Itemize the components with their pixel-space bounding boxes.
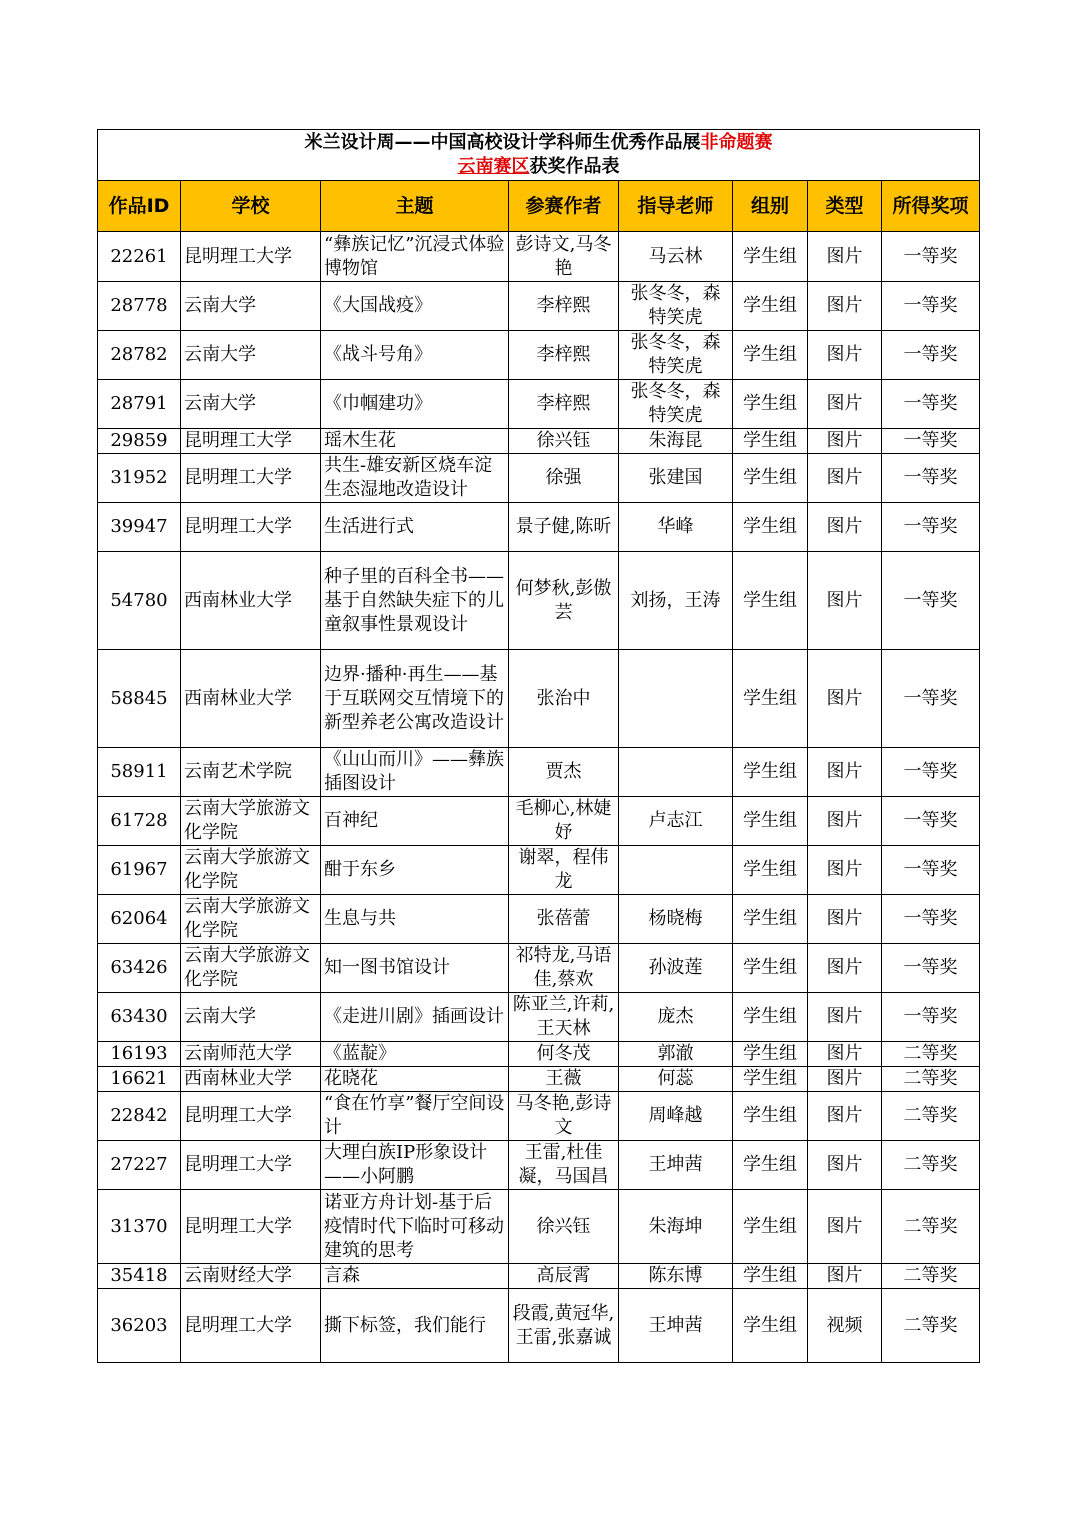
cell-award: 一等奖 [882, 846, 980, 895]
cell-id: 62064 [98, 895, 181, 944]
cell-author: 徐强 [509, 454, 619, 503]
table-title [98, 130, 980, 181]
cell-school: 云南大学旅游文化学院 [181, 895, 321, 944]
cell-group: 学生组 [733, 454, 808, 503]
cell-type: 图片 [808, 232, 882, 282]
cell-author: 李梓熙 [509, 331, 619, 380]
cell-award: 一等奖 [882, 380, 980, 429]
cell-school: 昆明理工大学 [181, 429, 321, 454]
cell-id: 22261 [98, 232, 181, 282]
header-group: 组别 [733, 181, 808, 232]
cell-author: 何冬茂 [509, 1042, 619, 1067]
cell-author: 徐兴钰 [509, 1190, 619, 1264]
cell-theme: 知一图书馆设计 [321, 944, 509, 993]
cell-author: 徐兴钰 [509, 429, 619, 454]
cell-teacher: 杨晓梅 [619, 895, 733, 944]
cell-author: 毛柳心,林婕妤 [509, 797, 619, 846]
cell-award: 一等奖 [882, 993, 980, 1042]
cell-school: 云南大学旅游文化学院 [181, 797, 321, 846]
cell-school: 西南林业大学 [181, 552, 321, 650]
cell-author: 何梦秋,彭傲芸 [509, 552, 619, 650]
table-row [98, 1042, 980, 1067]
cell-theme: 酣于东乡 [321, 846, 509, 895]
cell-type: 图片 [808, 993, 882, 1042]
cell-school: 昆明理工大学 [181, 454, 321, 503]
table-row [98, 282, 980, 331]
cell-theme: 《蓝靛》 [321, 1042, 509, 1067]
cell-teacher: 张冬冬，森特笑虎 [619, 380, 733, 429]
cell-teacher: 马云林 [619, 232, 733, 282]
cell-teacher: 朱海坤 [619, 1190, 733, 1264]
cell-theme: “食在竹享”餐厅空间设计 [321, 1092, 509, 1141]
cell-teacher [619, 650, 733, 748]
cell-type: 图片 [808, 429, 882, 454]
cell-type: 图片 [808, 748, 882, 797]
header-row [98, 181, 980, 232]
cell-theme: 《战斗号角》 [321, 331, 509, 380]
cell-teacher: 王坤茜 [619, 1289, 733, 1363]
cell-author: 李梓熙 [509, 380, 619, 429]
table-row [98, 748, 980, 797]
cell-teacher: 张冬冬，森特笑虎 [619, 331, 733, 380]
cell-theme: 生息与共 [321, 895, 509, 944]
cell-author: 王薇 [509, 1067, 619, 1092]
cell-type: 图片 [808, 503, 882, 552]
cell-award: 一等奖 [882, 282, 980, 331]
cell-teacher: 刘扬，王涛 [619, 552, 733, 650]
cell-theme: “彝族记忆”沉浸式体验博物馆 [321, 232, 509, 282]
header-school: 学校 [181, 181, 321, 232]
cell-award: 二等奖 [882, 1289, 980, 1363]
cell-theme: 《大国战疫》 [321, 282, 509, 331]
title-line2-suffix: 获奖作品表 [529, 156, 620, 177]
cell-group: 学生组 [733, 503, 808, 552]
cell-award: 二等奖 [882, 1067, 980, 1092]
cell-group: 学生组 [733, 650, 808, 748]
cell-theme: 瑶木生花 [321, 429, 509, 454]
table-row [98, 331, 980, 380]
cell-type: 图片 [808, 650, 882, 748]
cell-group: 学生组 [733, 1289, 808, 1363]
cell-id: 16621 [98, 1067, 181, 1092]
cell-theme: 诺亚方舟计划-基于后疫情时代下临时可移动建筑的思考 [321, 1190, 509, 1264]
cell-school: 西南林业大学 [181, 1067, 321, 1092]
cell-id: 31952 [98, 454, 181, 503]
cell-author: 高辰霄 [509, 1264, 619, 1289]
cell-theme: 生活进行式 [321, 503, 509, 552]
cell-id: 28791 [98, 380, 181, 429]
cell-type: 图片 [808, 1264, 882, 1289]
cell-theme: 《山山而川》——彝族插图设计 [321, 748, 509, 797]
title-line1-prefix: 米兰设计周——中国高校设计学科师生优秀作品展 [304, 132, 701, 153]
cell-id: 16193 [98, 1042, 181, 1067]
cell-theme: 《巾帼建功》 [321, 380, 509, 429]
cell-group: 学生组 [733, 1092, 808, 1141]
cell-award: 二等奖 [882, 1141, 980, 1190]
table-row [98, 944, 980, 993]
cell-teacher: 郭澈 [619, 1042, 733, 1067]
cell-id: 35418 [98, 1264, 181, 1289]
cell-theme: 百神纪 [321, 797, 509, 846]
cell-id: 36203 [98, 1289, 181, 1363]
cell-author: 贾杰 [509, 748, 619, 797]
cell-award: 一等奖 [882, 797, 980, 846]
cell-award: 二等奖 [882, 1092, 980, 1141]
cell-id: 61967 [98, 846, 181, 895]
cell-author: 王雷,杜佳凝，马国昌 [509, 1141, 619, 1190]
cell-teacher: 孙波莲 [619, 944, 733, 993]
header-theme: 主题 [321, 181, 509, 232]
cell-school: 云南大学 [181, 993, 321, 1042]
table-row [98, 650, 980, 748]
cell-theme: 种子里的百科全书——基于自然缺失症下的儿童叙事性景观设计 [321, 552, 509, 650]
cell-id: 63426 [98, 944, 181, 993]
cell-school: 昆明理工大学 [181, 232, 321, 282]
cell-type: 图片 [808, 797, 882, 846]
cell-award: 二等奖 [882, 1190, 980, 1264]
cell-school: 云南大学 [181, 282, 321, 331]
cell-teacher: 朱海昆 [619, 429, 733, 454]
cell-author: 张蓓蕾 [509, 895, 619, 944]
cell-type: 图片 [808, 1190, 882, 1264]
cell-author: 彭诗文,马冬艳 [509, 232, 619, 282]
cell-id: 31370 [98, 1190, 181, 1264]
cell-author: 张治中 [509, 650, 619, 748]
cell-award: 一等奖 [882, 331, 980, 380]
cell-theme: 《走进川剧》插画设计 [321, 993, 509, 1042]
cell-school: 西南林业大学 [181, 650, 321, 748]
table-row [98, 454, 980, 503]
cell-group: 学生组 [733, 993, 808, 1042]
cell-teacher: 陈东博 [619, 1264, 733, 1289]
cell-group: 学生组 [733, 552, 808, 650]
cell-id: 27227 [98, 1141, 181, 1190]
table-row [98, 1190, 980, 1264]
cell-group: 学生组 [733, 797, 808, 846]
cell-school: 云南大学旅游文化学院 [181, 944, 321, 993]
cell-teacher: 张冬冬，森特笑虎 [619, 282, 733, 331]
header-type: 类型 [808, 181, 882, 232]
cell-group: 学生组 [733, 1190, 808, 1264]
header-id: 作品ID [98, 181, 181, 232]
cell-school: 昆明理工大学 [181, 1141, 321, 1190]
cell-id: 28782 [98, 331, 181, 380]
cell-group: 学生组 [733, 1264, 808, 1289]
cell-school: 云南艺术学院 [181, 748, 321, 797]
cell-type: 图片 [808, 846, 882, 895]
cell-author: 李梓熙 [509, 282, 619, 331]
cell-school: 云南大学 [181, 380, 321, 429]
cell-author: 祁特龙,马语佳,蔡欢 [509, 944, 619, 993]
cell-teacher: 王坤茜 [619, 1141, 733, 1190]
header-award: 所得奖项 [882, 181, 980, 232]
cell-teacher [619, 748, 733, 797]
cell-school: 云南师范大学 [181, 1042, 321, 1067]
header-author: 参赛作者 [509, 181, 619, 232]
table-row [98, 429, 980, 454]
cell-school: 昆明理工大学 [181, 503, 321, 552]
cell-school: 云南财经大学 [181, 1264, 321, 1289]
cell-teacher: 卢志江 [619, 797, 733, 846]
cell-group: 学生组 [733, 895, 808, 944]
cell-type: 图片 [808, 454, 882, 503]
award-table [97, 129, 980, 1363]
table-row [98, 797, 980, 846]
table-row [98, 846, 980, 895]
cell-school: 云南大学 [181, 331, 321, 380]
cell-award: 一等奖 [882, 429, 980, 454]
cell-author: 陈亚兰,许莉,王天林 [509, 993, 619, 1042]
cell-id: 22842 [98, 1092, 181, 1141]
table-row [98, 552, 980, 650]
cell-school: 昆明理工大学 [181, 1092, 321, 1141]
cell-award: 一等奖 [882, 503, 980, 552]
table-row [98, 1067, 980, 1092]
cell-theme: 大理白族IP形象设计——小阿鹏 [321, 1141, 509, 1190]
table-row [98, 503, 980, 552]
cell-teacher [619, 846, 733, 895]
table-row [98, 232, 980, 282]
title-line1-red: 非命题赛 [700, 132, 773, 153]
cell-teacher: 周峰越 [619, 1092, 733, 1141]
cell-award: 一等奖 [882, 552, 980, 650]
cell-id: 63430 [98, 993, 181, 1042]
cell-teacher: 何蕊 [619, 1067, 733, 1092]
cell-award: 二等奖 [882, 1042, 980, 1067]
cell-group: 学生组 [733, 944, 808, 993]
table-row [98, 1264, 980, 1289]
cell-teacher: 庞杰 [619, 993, 733, 1042]
cell-id: 29859 [98, 429, 181, 454]
cell-group: 学生组 [733, 748, 808, 797]
cell-author: 景子健,陈昕 [509, 503, 619, 552]
table-row [98, 993, 980, 1042]
cell-type: 视频 [808, 1289, 882, 1363]
cell-school: 昆明理工大学 [181, 1289, 321, 1363]
cell-group: 学生组 [733, 232, 808, 282]
cell-theme: 边界·播种·再生——基于互联网交互情境下的新型养老公寓改造设计 [321, 650, 509, 748]
cell-author: 段霞,黄冠华,王雷,张嘉诚 [509, 1289, 619, 1363]
cell-group: 学生组 [733, 1042, 808, 1067]
cell-award: 二等奖 [882, 1264, 980, 1289]
cell-type: 图片 [808, 1067, 882, 1092]
cell-type: 图片 [808, 282, 882, 331]
cell-group: 学生组 [733, 380, 808, 429]
cell-group: 学生组 [733, 429, 808, 454]
cell-school: 昆明理工大学 [181, 1190, 321, 1264]
cell-theme: 共生-雄安新区烧车淀生态湿地改造设计 [321, 454, 509, 503]
cell-id: 61728 [98, 797, 181, 846]
cell-type: 图片 [808, 1141, 882, 1190]
cell-teacher: 华峰 [619, 503, 733, 552]
title-line2-red: 云南赛区 [457, 156, 530, 177]
cell-type: 图片 [808, 380, 882, 429]
cell-type: 图片 [808, 944, 882, 993]
cell-award: 一等奖 [882, 454, 980, 503]
cell-theme: 言森 [321, 1264, 509, 1289]
cell-type: 图片 [808, 331, 882, 380]
table-row [98, 1092, 980, 1141]
cell-award: 一等奖 [882, 232, 980, 282]
cell-award: 一等奖 [882, 895, 980, 944]
table-row [98, 380, 980, 429]
cell-group: 学生组 [733, 1067, 808, 1092]
cell-id: 39947 [98, 503, 181, 552]
table-row [98, 1289, 980, 1363]
cell-id: 58845 [98, 650, 181, 748]
cell-type: 图片 [808, 1042, 882, 1067]
cell-type: 图片 [808, 1092, 882, 1141]
cell-group: 学生组 [733, 282, 808, 331]
table-body [98, 232, 980, 1363]
cell-author: 谢翠，程伟龙 [509, 846, 619, 895]
table-row [98, 895, 980, 944]
cell-teacher: 张建国 [619, 454, 733, 503]
cell-group: 学生组 [733, 331, 808, 380]
header-teacher: 指导老师 [619, 181, 733, 232]
table-row [98, 1141, 980, 1190]
cell-author: 马冬艳,彭诗文 [509, 1092, 619, 1141]
cell-award: 一等奖 [882, 748, 980, 797]
cell-award: 一等奖 [882, 944, 980, 993]
cell-theme: 撕下标签，我们能行 [321, 1289, 509, 1363]
cell-id: 58911 [98, 748, 181, 797]
cell-award: 一等奖 [882, 650, 980, 748]
cell-type: 图片 [808, 552, 882, 650]
cell-type: 图片 [808, 895, 882, 944]
cell-group: 学生组 [733, 846, 808, 895]
cell-group: 学生组 [733, 1141, 808, 1190]
cell-theme: 花晓花 [321, 1067, 509, 1092]
cell-school: 云南大学旅游文化学院 [181, 846, 321, 895]
cell-id: 28778 [98, 282, 181, 331]
cell-id: 54780 [98, 552, 181, 650]
